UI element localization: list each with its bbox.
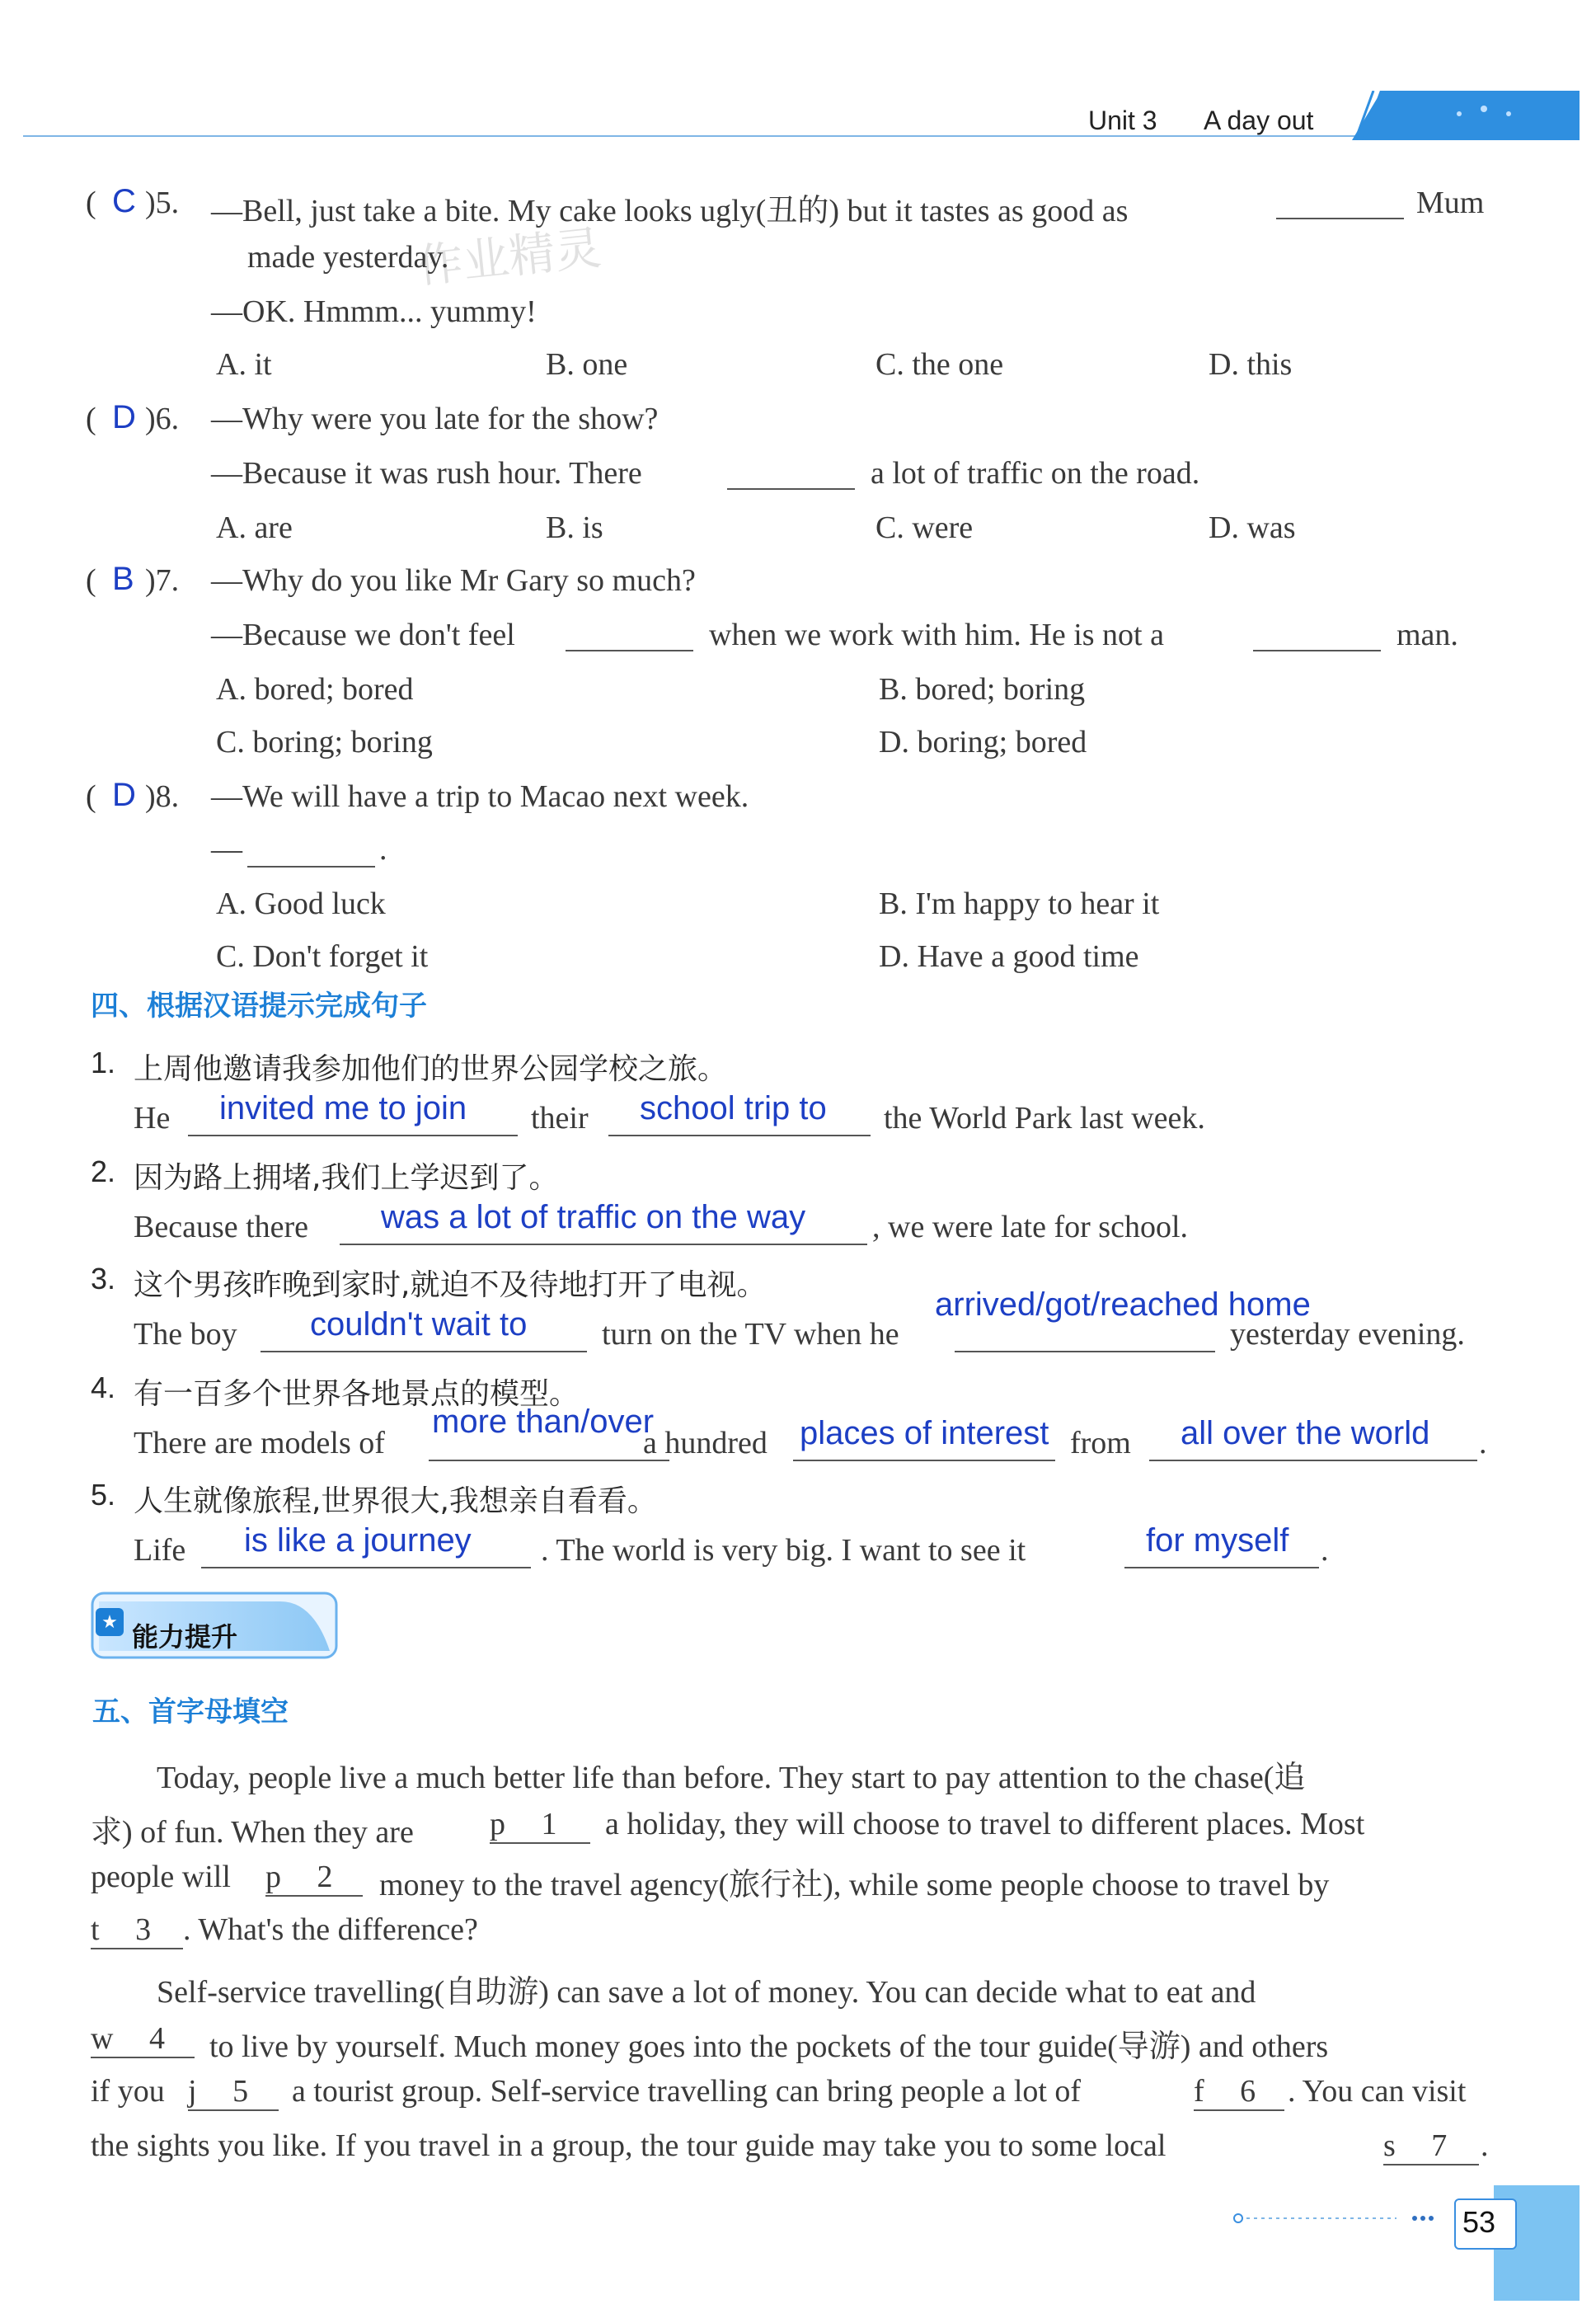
s4-item2-cn: 因为路上拥堵,我们上学迟到了。: [134, 1161, 559, 1195]
q6-option-c: C. were: [875, 510, 974, 545]
q7-option-b: B. bored; boring: [879, 672, 1086, 707]
header-unit-label: Unit 3: [1088, 106, 1157, 135]
q7-option-d: D. boring; bored: [879, 725, 1087, 759]
s4-item1-blank2: [608, 1135, 871, 1136]
q8-blank: [247, 866, 375, 868]
s5-blank2-letter: p: [265, 1860, 281, 1894]
s5-line7a: if you: [91, 2074, 165, 2109]
s4-item4-blank3: [1149, 1460, 1477, 1461]
watermark: 作业精灵: [414, 221, 604, 294]
s5-blank7: [1383, 2128, 1479, 2165]
s4-item4-blank1: [429, 1460, 669, 1461]
s5-blank7-letter: s: [1383, 2128, 1396, 2163]
s4-item1-answer2: school trip to: [640, 1090, 827, 1126]
s4-item1-blank1: [188, 1135, 518, 1136]
q7-line2c: man.: [1396, 618, 1458, 652]
s4-item3-p2: turn on the TV when he: [602, 1317, 899, 1352]
q5-blank: [1276, 218, 1404, 219]
header-stripe-decoration: [1352, 91, 1580, 140]
page-number: 53: [1462, 2205, 1496, 2239]
q7-blank1: [566, 650, 693, 651]
s4-item3-num: 3.: [91, 1262, 116, 1296]
q7-line2a: —Because we don't feel: [211, 618, 515, 652]
s4-item1-p2: their: [531, 1101, 589, 1136]
s5-blank4-letter: w: [91, 2021, 114, 2056]
q5-line3: —OK. Hmmm... yummy!: [211, 294, 537, 329]
q7-option-a: A. bored; bored: [216, 672, 414, 707]
section5-title: 五、首字母填空: [92, 1695, 289, 1728]
q5-paren-open: (: [86, 186, 96, 220]
s4-item4-answer1: more than/over: [432, 1404, 655, 1440]
s5-line2b: a holiday, they will choose to travel to different places. Most: [605, 1807, 1365, 1841]
q8-paren-open: (: [86, 779, 96, 814]
q5-option-d: D. this: [1209, 347, 1293, 382]
s4-item1-p1: He: [134, 1101, 171, 1136]
s4-item2-num: 2.: [91, 1154, 116, 1188]
q6-option-a: A. are: [216, 510, 293, 545]
s5-end-period: .: [1481, 2128, 1489, 2163]
s4-item5-p3: .: [1321, 1533, 1329, 1568]
q8-option-a: A. Good luck: [216, 886, 386, 921]
s5-line8: the sights you like. If you travel in a group, the tour guide may take you to some local: [91, 2128, 1166, 2163]
s5-blank6-num: 6: [1240, 2074, 1256, 2109]
section4-title: 四、根据汉语提示完成句子: [91, 990, 427, 1023]
s4-item4-p3: from: [1070, 1426, 1131, 1460]
s5-blank3-num: 3: [135, 1912, 152, 1947]
s4-item5-p1: Life: [134, 1533, 186, 1568]
s4-item3-answer1: couldn't wait to: [310, 1306, 528, 1343]
q5-answer: C: [112, 183, 136, 219]
q5-option-c: C. the one: [875, 347, 1004, 382]
q5-line1: —Bell, just take a bite. My cake looks ugly(丑的) but it tastes as good as: [211, 194, 1129, 228]
s4-item4-blank2: [793, 1460, 1055, 1461]
s4-item1-answer1: invited me to join: [219, 1090, 467, 1126]
q7-blank2: [1253, 650, 1381, 651]
s4-item2-p1: Because there: [134, 1210, 309, 1244]
q6-line2a: —Because it was rush hour. There: [211, 456, 642, 491]
q6-number: )6.: [145, 402, 180, 436]
s4-item5-blank2: [1124, 1567, 1319, 1568]
s5-line2a: 求) of fun. When they are: [91, 1815, 414, 1850]
q5-option-b: B. one: [546, 347, 628, 382]
header-rule: [23, 135, 1367, 137]
q5-option-a: A. it: [216, 347, 272, 382]
s5-blank5-letter: j: [188, 2074, 197, 2109]
s5-blank2: [265, 1859, 363, 1897]
s5-blank7-num: 7: [1431, 2128, 1448, 2163]
s4-item5-num: 5.: [91, 1478, 116, 1512]
q8-number: )8.: [145, 779, 180, 814]
s5-blank3-letter: t: [91, 1912, 100, 1947]
s4-item5-blank1: [201, 1567, 531, 1568]
q8-line1: —We will have a trip to Macao next week.: [211, 779, 749, 814]
s5-blank1: [490, 1806, 590, 1844]
svg-text:★: ★: [101, 1612, 118, 1633]
s4-item3-blank2: [955, 1351, 1215, 1352]
footer-dotted-line: [1232, 2210, 1446, 2227]
q6-paren-open: (: [86, 402, 96, 436]
s5-line1: Today, people live a much better life than before. They start to pay attention to the chase(追: [157, 1761, 1306, 1795]
q7-line1: —Why do you like Mr Gary so much?: [211, 563, 696, 598]
s4-item4-p1: There are models of: [134, 1426, 385, 1460]
s5-blank1-letter: p: [490, 1807, 505, 1841]
s5-blank5-num: 5: [232, 2074, 249, 2109]
s5-blank4: [91, 2020, 195, 2058]
s4-item3-blank1: [261, 1351, 587, 1352]
header-unit-title: A day out: [1204, 106, 1314, 135]
s4-item3-p3: yesterday evening.: [1230, 1317, 1465, 1352]
q6-option-d: D. was: [1209, 510, 1296, 545]
s4-item1-num: 1.: [91, 1046, 116, 1079]
s5-line7b: a tourist group. Self-service travelling can bring people a lot of: [292, 2074, 1082, 2109]
s4-item1-cn: 上周他邀请我参加他们的世界公园学校之旅。: [134, 1052, 728, 1086]
q8-option-d: D. Have a good time: [879, 939, 1139, 974]
s5-line5: Self-service travelling(自助游) can save a lot of money. You can decide what to eat and: [157, 1975, 1256, 2010]
s4-item4-cn: 有一百多个世界各地景点的模型。: [134, 1377, 580, 1411]
s5-blank3: [91, 1912, 183, 1949]
s4-item5-cn: 人生就像旅程,世界很大,我想亲自看看。: [134, 1484, 657, 1518]
s5-blank1-num: 1: [541, 1807, 557, 1841]
s5-line7c: . You can visit: [1288, 2074, 1467, 2109]
s5-blank2-num: 2: [317, 1860, 333, 1894]
q5-line1b: Mum: [1416, 186, 1485, 220]
q8-answer: D: [112, 777, 136, 813]
s4-item4-p4: .: [1479, 1426, 1487, 1460]
s4-item2-blank1: [340, 1244, 867, 1245]
s4-item3-cn: 这个男孩昨晚到家时,就迫不及待地打开了电视。: [134, 1268, 767, 1302]
s5-blank4-num: 4: [148, 2021, 165, 2056]
q6-line2b: a lot of traffic on the road.: [871, 456, 1200, 491]
s4-item4-num: 4.: [91, 1371, 116, 1404]
s5-blank6: [1194, 2073, 1284, 2111]
s4-item4-answer3: all over the world: [1181, 1415, 1430, 1451]
s4-item1-p3: the World Park last week.: [884, 1101, 1205, 1136]
s5-line4: . What's the difference?: [183, 1912, 478, 1947]
q7-answer: B: [112, 561, 134, 597]
s4-item3-answer2: arrived/got/reached home: [935, 1286, 1311, 1323]
s5-line3b: money to the travel agency(旅行社), while some people choose to travel by: [379, 1868, 1330, 1902]
q7-paren-open: (: [86, 563, 96, 598]
q6-option-b: B. is: [546, 510, 603, 545]
q8-period: .: [379, 832, 387, 867]
q8-line2: —: [211, 832, 242, 867]
s4-item4-p2: a hundred: [643, 1426, 767, 1460]
s4-item2-p2: , we were late for school.: [872, 1210, 1189, 1244]
q6-answer: D: [112, 399, 136, 435]
s4-item2-answer1: was a lot of traffic on the way: [381, 1199, 806, 1235]
s5-blank6-letter: f: [1194, 2074, 1204, 2109]
q7-option-c: C. boring; boring: [216, 725, 433, 759]
q5-number: )5.: [145, 186, 180, 220]
s5-line6: to live by yourself. Much money goes into the pockets of the tour guide(导游) and others: [209, 2029, 1329, 2064]
q8-option-c: C. Don't forget it: [216, 939, 429, 974]
q7-line2b: when we work with him. He is not a: [709, 618, 1164, 652]
s4-item5-answer1: is like a journey: [244, 1522, 472, 1559]
s4-item4-answer2: places of interest: [800, 1415, 1049, 1451]
q5-line2: made yesterday.: [247, 240, 449, 275]
q6-blank: [727, 488, 855, 490]
q8-option-b: B. I'm happy to hear it: [879, 886, 1160, 921]
s4-item5-answer2: for myself: [1146, 1522, 1289, 1559]
ability-banner-label: 能力提升: [132, 1621, 238, 1653]
q6-line1: —Why were you late for the show?: [211, 402, 659, 436]
q7-number: )7.: [145, 563, 180, 598]
s5-line3a: people will: [91, 1860, 231, 1894]
s4-item3-p1: The boy: [134, 1317, 237, 1352]
s4-item5-p2: . The world is very big. I want to see it: [541, 1533, 1026, 1568]
s5-blank5: [188, 2073, 279, 2111]
